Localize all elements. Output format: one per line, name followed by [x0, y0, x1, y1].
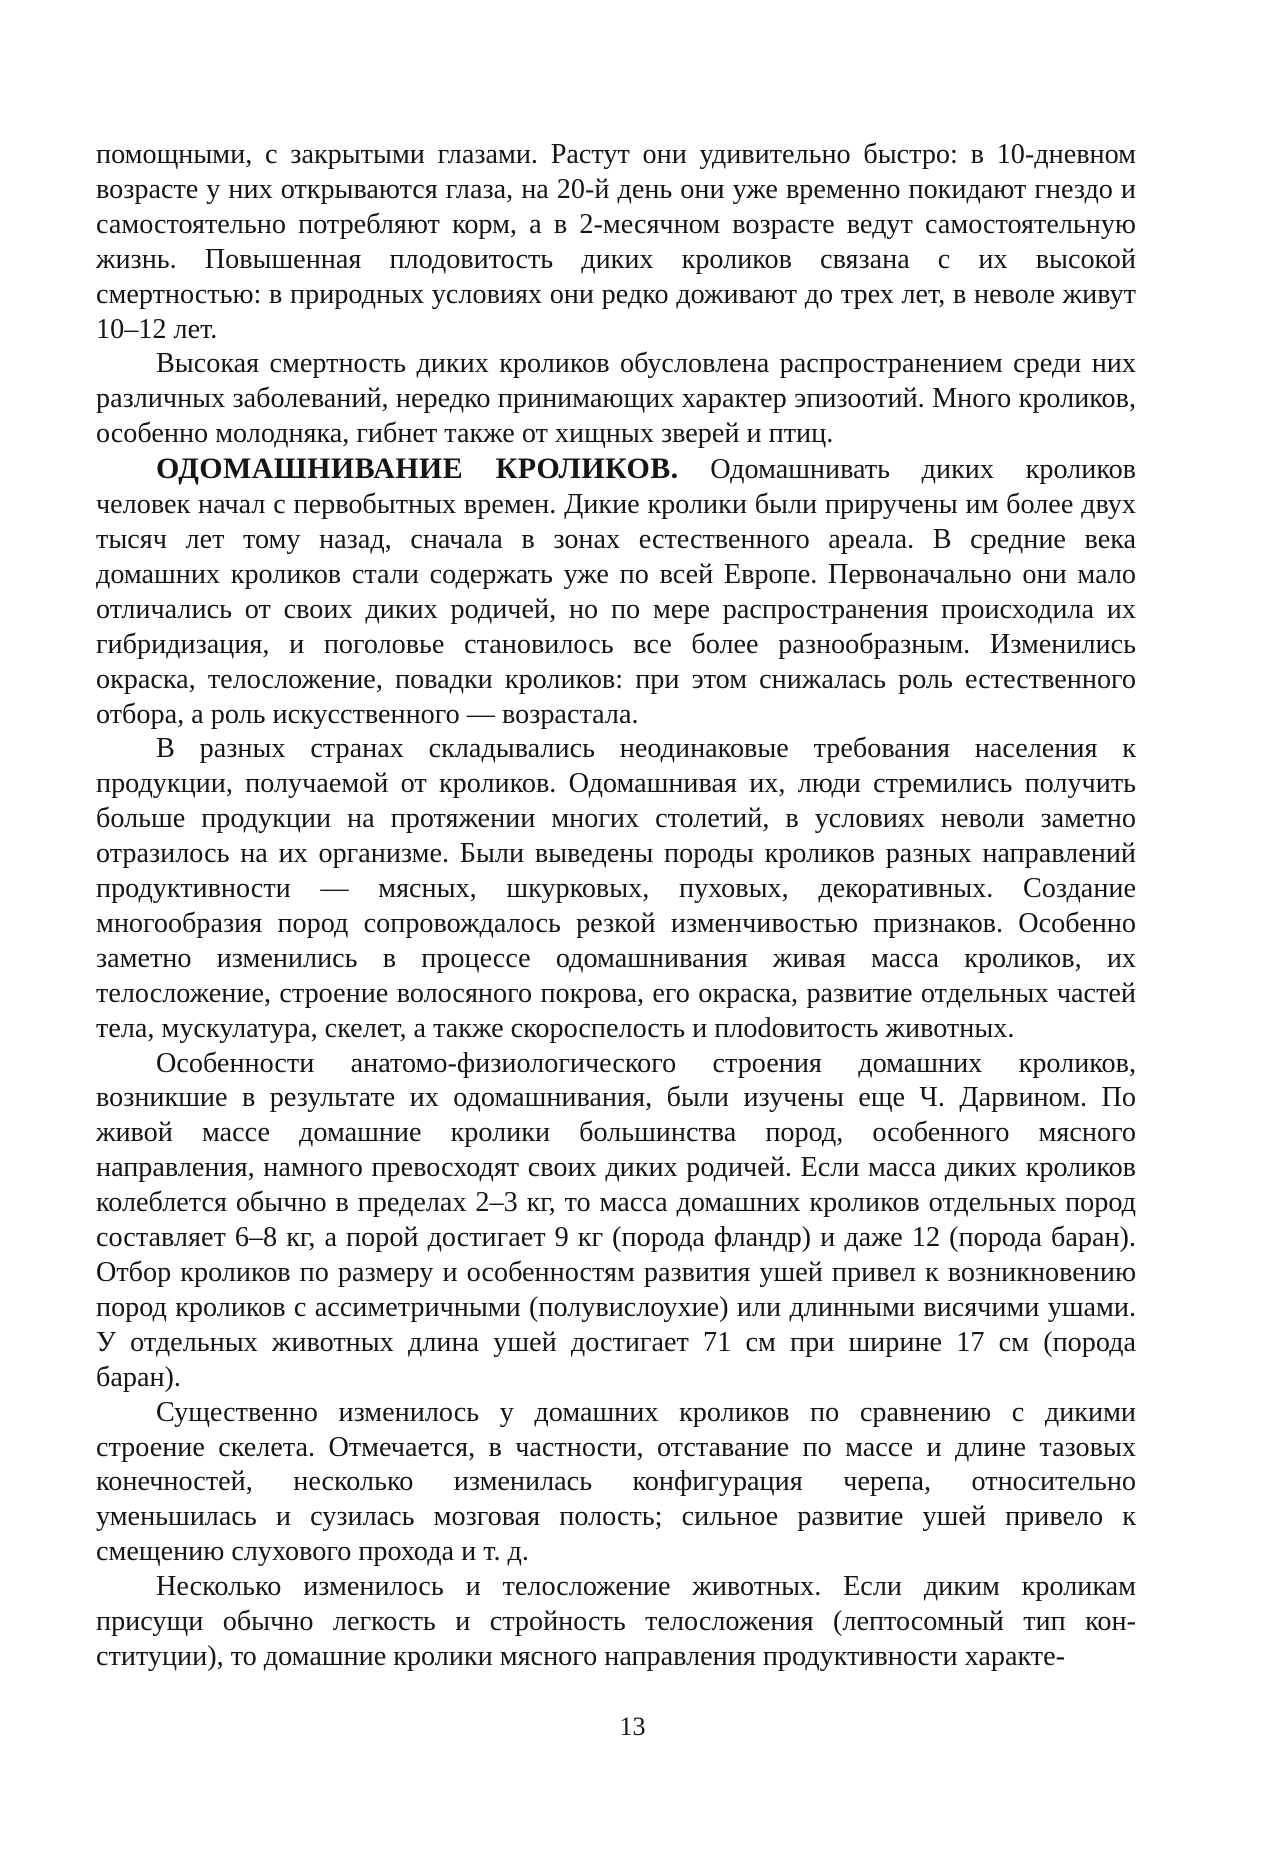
section-heading: ОДОМАШНИВАНИЕ КРОЛИКОВ.: [156, 452, 679, 486]
page-number: 13: [619, 1712, 646, 1741]
paragraph-7: [96, 1570, 1136, 1675]
paragraph-5: [96, 1047, 1136, 1396]
paragraph-6-text: Существенно изменилось у домашних кроликов по сравнению с дикими строение скелета. Отмечается, в частности, отставание по массе и длине тазовых конечностей, несколько изменилась конфигурация черепа, относительно уменьшилась и сузилась мозговая полость; сильное развитие ушей привело к смещению слухового прохода и т. д.: [96, 1396, 1136, 1568]
paragraph-5-text: Особенности анатомо-физиологического строения домашних кроликов, возникшие в результате их одомашнивания, были изучены еще Ч. Дарвином. По живой массе домашние кролики большинства пород, особенного мясного направления, намного превосходят своих диких родичей. Если масса диких кроликов колеблется обычно в пределах 2–3 кг, то масса домашних кроликов отдельных пород составляет 6–8 кг, а порой достигает 9 кг (порода фландр) и даже 12 (порода баран). Отбор кроликов по размеру и особенностям развития ушей привел к возникновению пород кроликов с ассиметричными (полувислоухие) или длинными висячими ушами. У отдельных животных длина ушей достигает 71 см при ширине 17 см (порода баран).: [96, 1047, 1136, 1393]
paragraph-1-text: помощными, с закрытыми глазами. Растут они удивительно быстро: в 10-дневном возрасте у них открываются глаза, на 20-й день они уже временно покидают гнездо и самостоятельно потребляют корм, а в 2-месячном возрасте ведут самостоятельную жизнь. Повышенная плодовитость диких кроликов связана с их высокой смертностью: в природных условиях они редко доживают до трех лет, в неволе живут 10–12 лет.: [96, 139, 1136, 345]
paragraph-4-text: В разных странах складывались неодинаковые требования населения к продукции, получаемой от кроликов. Одомашнивая их, люди стремились получить больше продукции на протяжении многих столетий, в условиях неволи заметно отразилось на их организме. Были выведены породы кроликов разных направлений продуктивности — мясных, шкурковых, пуховых, декоративных. Создание многообразия пород сопровождалось резкой изменчивостью признаков. Особенно заметно изменились в процессе одомашнивания живая масса кроликов, их телосложение, строение волосяного покрова, его окраска, развитие отдельных частей тела, мускулатура, скелет, а также скороспелость и плоdовитость животных.: [96, 733, 1136, 1044]
paragraph-1: [96, 138, 1136, 347]
paragraph-2: [96, 347, 1136, 452]
paragraph-3-text: Одомашнивать диких кроликов человек начал с первобытных времен. Дикие кролики были приручены им более двух тысяч лет тому назад, сначала в зонах естественного ареала. В средние века домашних кроликов стали содержать уже по всей Европе. Первоначально они мало отличались от своих диких родичей, но по мере распространения происходила их гибридизация, и поголовье становилось все более разнообразным. Изменились окраска, телосложение, повадки кроликов: при этом снижалась роль естественного отбора, а роль искусственного — возрастала.: [96, 454, 1136, 730]
paragraph-3: [96, 452, 1136, 732]
paragraph-2-text: Высокая смертность диких кроликов обусловлена распространением среди них различных заболеваний, нередко принимающих характер эпизоотий. Много кроликов, особенно молодняка, гибнет также от хищных зверей и птиц.: [96, 348, 1136, 450]
paragraph-4: [96, 732, 1136, 1046]
paragraph-6: [96, 1396, 1136, 1571]
body-text: [96, 138, 1136, 1675]
paragraph-7-text: Несколько изменилось и телосложение животных. Если диким кроликам присущи обычно легкость и стройность телосложения (лептосомный тип конституции), то домашние кролики мясного направления продуктивности характе-: [96, 1571, 1136, 1672]
